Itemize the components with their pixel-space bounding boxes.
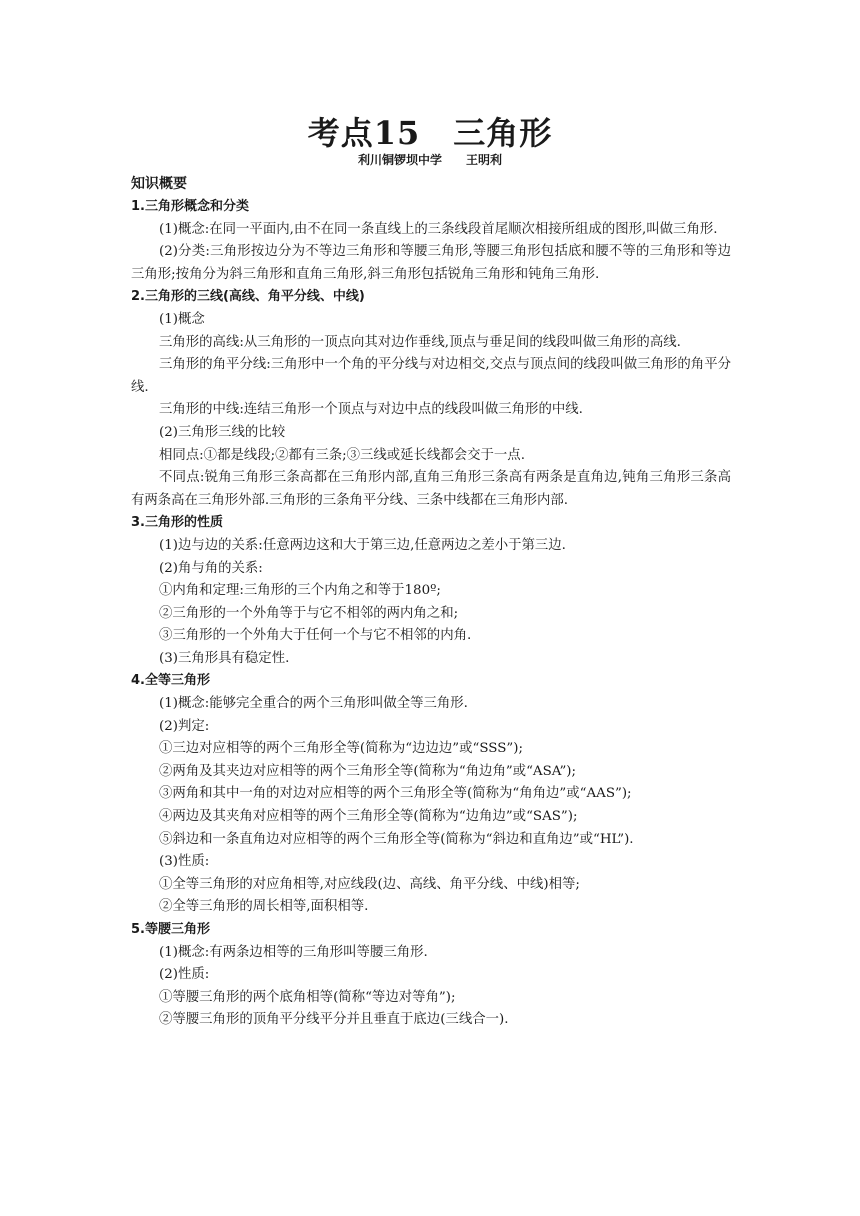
section-title-1: 1.三角形概念和分类 [131, 199, 249, 214]
paragraph: (1)概念:在同一平面内,由不在同一条直线上的三条线段首尾顺次相接所组成的图形,叫做三角形. [159, 221, 718, 237]
list-item: ①等腰三角形的两个底角相等(简称“等边对等角”); [159, 989, 456, 1005]
list-item: (2)判定: [159, 718, 210, 734]
list-item: (2)性质: [159, 967, 210, 983]
list-item: ②三角形的一个外角等于与它不相邻的两内角之和; [159, 605, 459, 621]
list-item: (2)角与角的关系: [159, 560, 263, 576]
list-item: ②等腰三角形的顶角平分线平分并且垂直于底边(三线合一). [159, 1012, 509, 1028]
list-item: ③两角和其中一角的对边对应相等的两个三角形全等(简称为“角角边”或“AAS”); [159, 786, 632, 802]
list-item: ②全等三角形的周长相等,面积相等. [159, 899, 369, 915]
paragraph: 三角形的高线:从三角形的一顶点向其对边作垂线,顶点与垂足间的线段叫做三角形的高线. [159, 334, 681, 350]
paragraph: 不同点:锐角三角形三条高都在三角形内部,直角三角形三条高有两条是直角边,钝角三角形三条高有两条高在三角形外部.三角形的三条角平分线、三条中线都在三角形内部. [131, 470, 731, 508]
list-item: (1)概念:有两条边相等的三角形叫等腰三角形. [159, 944, 428, 960]
section-title-4: 4.全等三角形 [131, 673, 210, 689]
list-item: (1)边与边的关系:任意两边这和大于第三边,任意两边之差小于第三边. [159, 537, 566, 553]
section-title-3: 3.三角形的性质 [131, 515, 223, 531]
section-title-5: 5.等腰三角形 [131, 922, 210, 937]
list-item: (3)三角形具有稳定性. [159, 650, 290, 666]
paragraph: (2)分类:三角形按边分为不等边三角形和等腰三角形,等腰三角形包括底和腰不等的三角形和等边三角形;按角分为斜三角形和直角三角形,斜三角形包括锐角三角形和钝角三角形. [131, 244, 731, 282]
list-item: 相同点:①都是线段;②都有三条;③三线或延长线都会交于一点. [159, 447, 525, 463]
list-item: ①全等三角形的对应角相等,对应线段(边、高线、角平分线、中线)相等; [159, 876, 580, 892]
section-heading: 知识概要 [131, 176, 187, 192]
list-item: (3)性质: [159, 854, 210, 870]
page-title: 考点15 三角形 [307, 114, 553, 152]
list-item: ②两角及其夹边对应相等的两个三角形全等(简称为“角边角”或“ASA”); [159, 763, 577, 779]
section-title-2: 2.三角形的三线(高线、角平分线、中线) [131, 289, 365, 305]
author-line: 利川铜锣坝中学 王明利 [357, 153, 502, 167]
list-item: (2)三角形三线的比较 [159, 424, 286, 440]
document-body [131, 172, 731, 1032]
list-item: (1)概念 [159, 311, 205, 327]
list-item: ①内角和定理:三角形的三个内角之和等于180º; [159, 583, 441, 599]
list-item: ③三角形的一个外角大于任何一个与它不相邻的内角. [159, 628, 472, 644]
list-item: (1)概念:能够完全重合的两个三角形叫做全等三角形. [159, 696, 468, 712]
paragraph: 三角形的角平分线:三角形中一个角的平分线与对边相交,交点与顶点间的线段叫做三角形的角平分线. [131, 357, 731, 395]
list-item: ①三边对应相等的两个三角形全等(简称为“边边边”或“SSS”); [159, 741, 523, 757]
list-item: ④两边及其夹角对应相等的两个三角形全等(简称为“边角边”或“SAS”); [159, 809, 578, 825]
list-item: ⑤斜边和一条直角边对应相等的两个三角形全等(简称为“斜边和直角边”或“HL”). [159, 831, 634, 847]
paragraph: 三角形的中线:连结三角形一个顶点与对边中点的线段叫做三角形的中线. [159, 402, 583, 418]
